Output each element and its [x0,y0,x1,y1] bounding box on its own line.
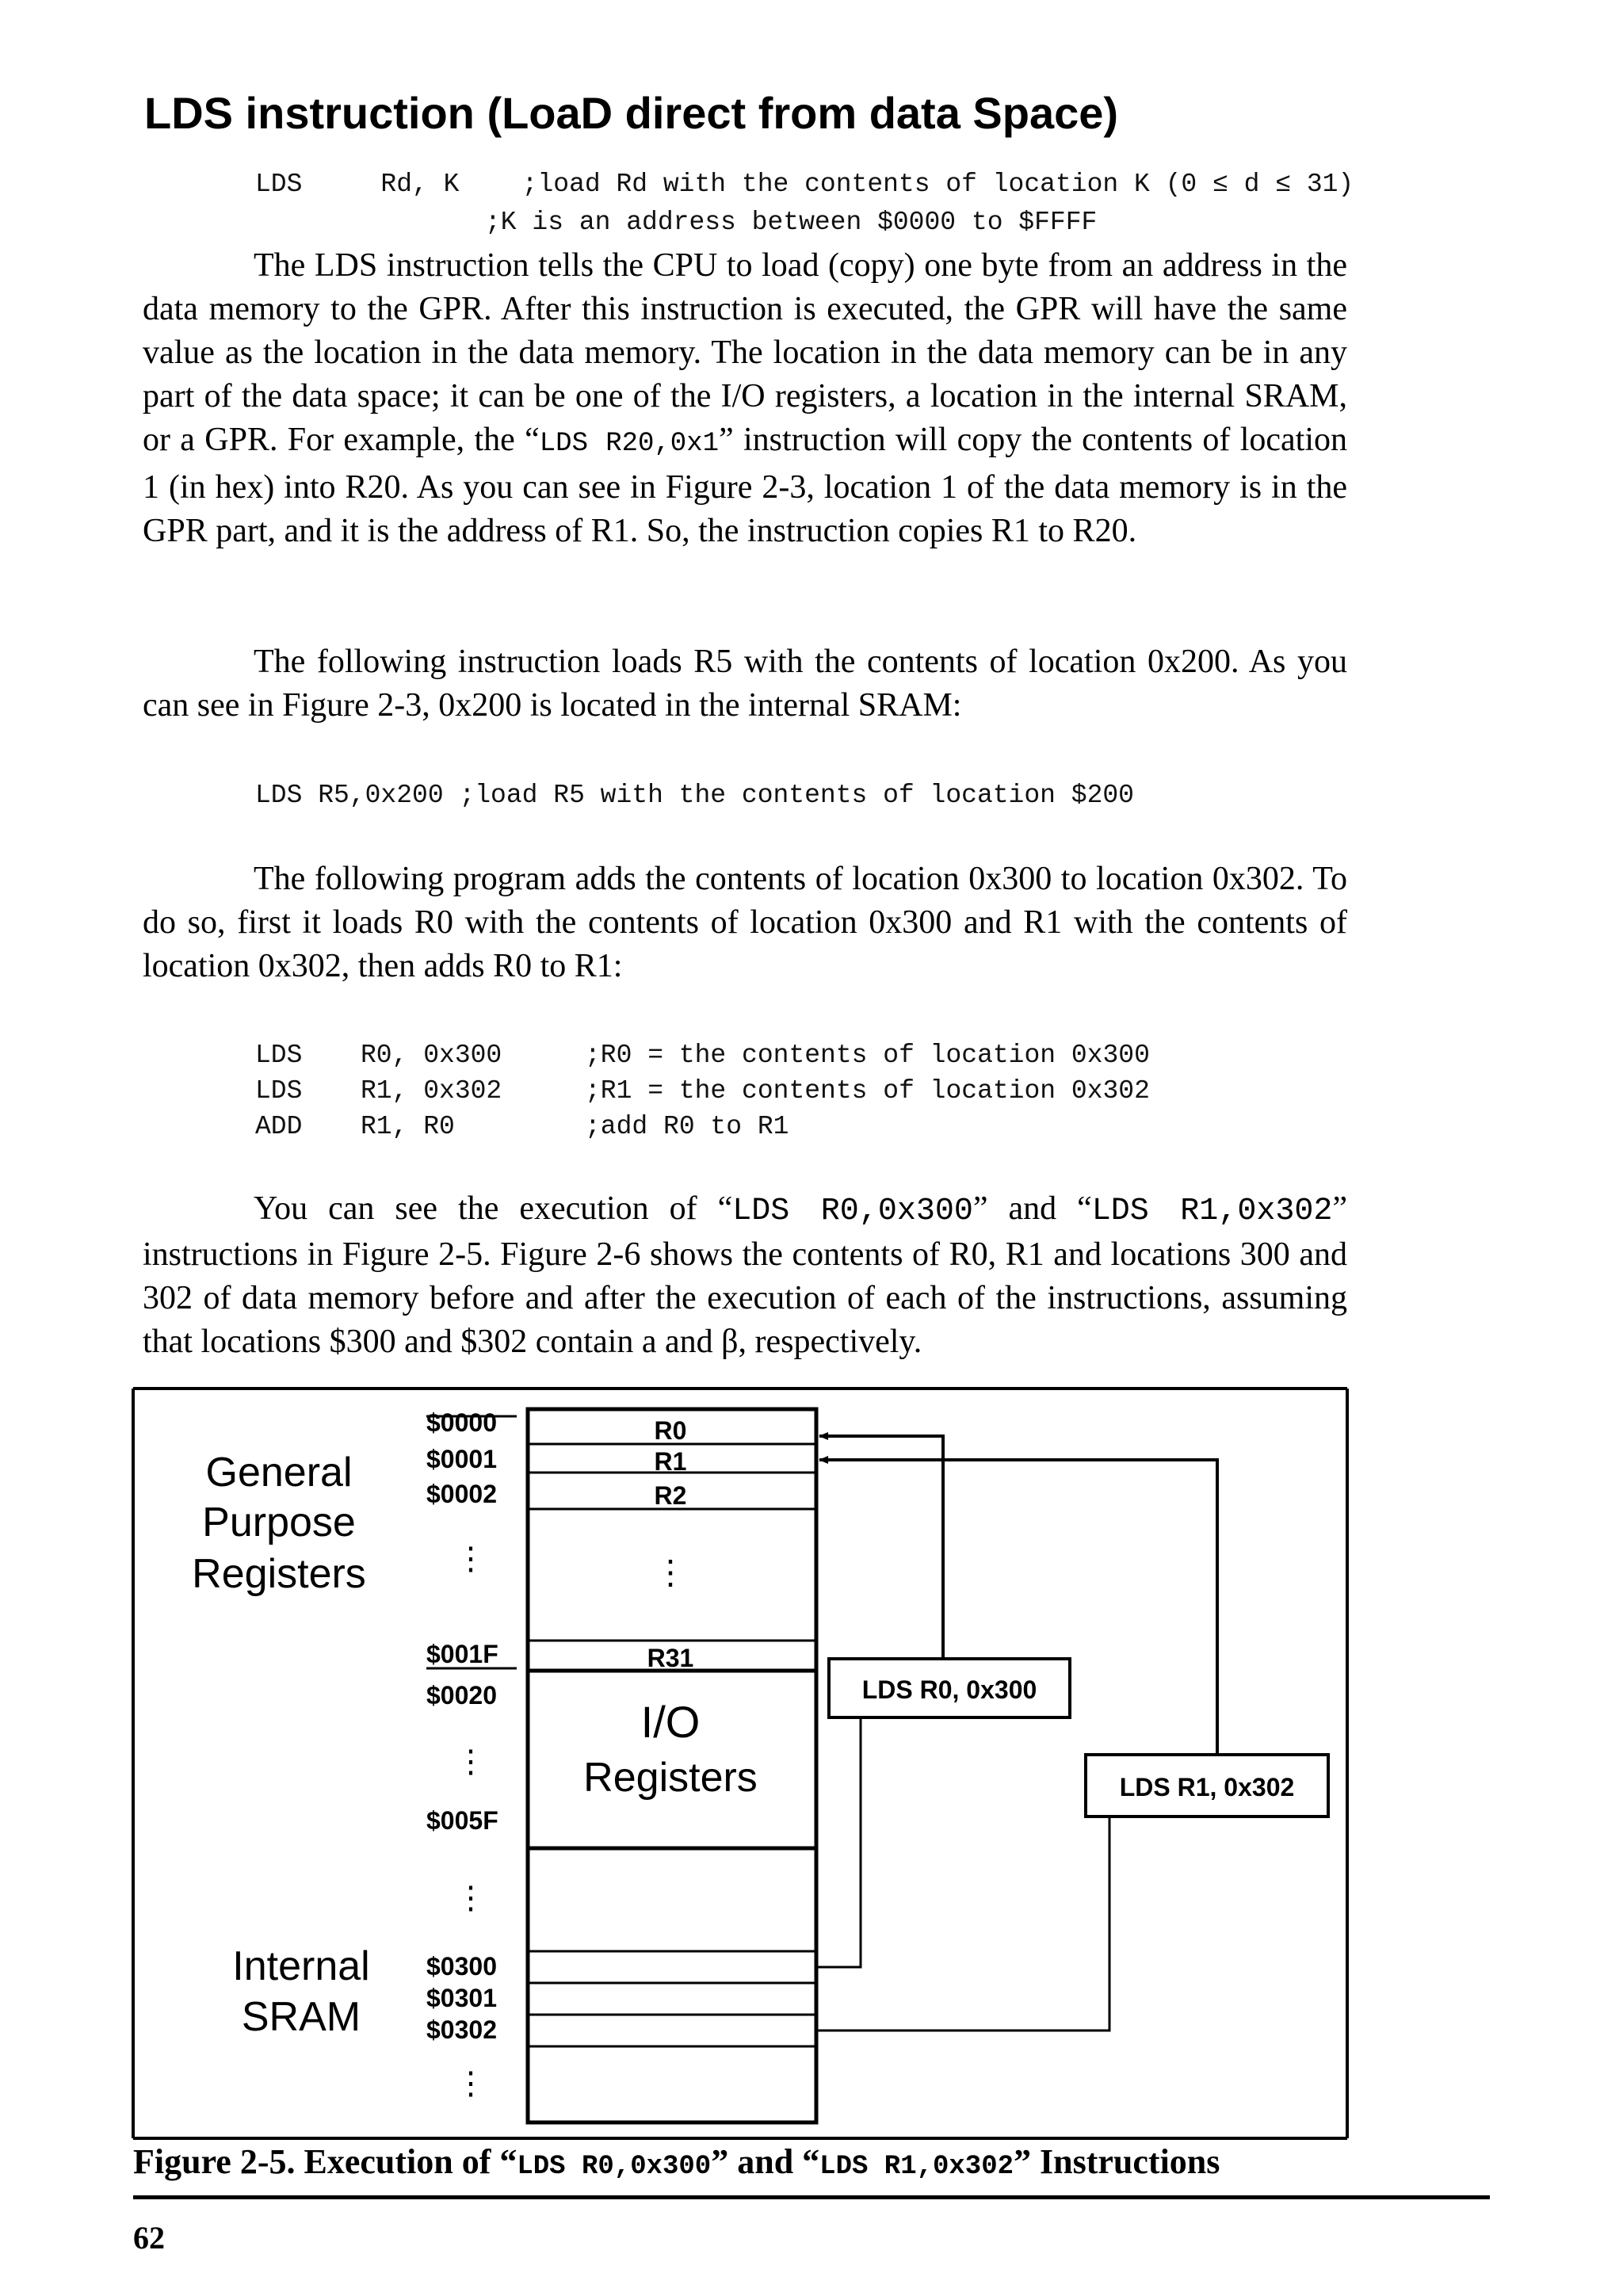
address-0001: $0001 [426,1445,497,1473]
cell-r31: R31 [647,1644,694,1672]
label-purpose: Purpose [202,1499,356,1545]
address-0002: $0002 [426,1480,497,1508]
address-0000: $0000 [426,1408,497,1437]
label-general: General [205,1450,353,1496]
syntax-line-2: ;K is an address between $0000 to $FFFF [485,208,1098,237]
paragraph-text: ” instructions in Figure 2-5. Figure 2-6 shows the contents of R0, R1 and locations 300 and 302 of data memory before and after the execution of each of the instructions, assuming that locations $300 and $302 contain a and β, respectively. [143,1190,1347,1360]
caption-text: Figure 2-5. Execution of “ [133,2142,517,2181]
program-op: LDS [255,1041,303,1070]
label-internal: Internal [232,1943,370,1989]
address-ellipsis: ⋮ [455,1744,487,1779]
caption-text: ” and “ [711,2142,820,2181]
io-label-line-1: I/O [640,1697,701,1747]
paragraph-text: ” instruction will copy the contents of location 1 (in hex) into R20. As you can see in Figure 2-3, location 1 of the data memory is in the GPR part, and it is the address of R1. So, the instruction copies R1 to R20. [143,422,1348,549]
address-005f: $005F [426,1806,498,1835]
address-ellipsis: ⋮ [455,1881,487,1916]
program-comment: ;R0 = the contents of location 0x300 [585,1041,1150,1070]
program-operands: R1, R0 [361,1112,455,1141]
arrow-to-r0 [819,1436,943,1659]
footer-rule [133,2195,1490,2199]
program-op: ADD [255,1112,303,1141]
line-from-0300 [816,1717,861,1967]
program-operands: R1, 0x302 [361,1076,502,1106]
section-heading: LDS instruction (LoaD direct from data Space) [144,88,1119,138]
address-001f: $001F [426,1640,498,1668]
paragraph-text: ” and “ [972,1190,1092,1227]
address-0300: $0300 [426,1952,497,1981]
io-label-line-2: Registers [583,1755,758,1801]
inline-code: LDS R1,0x302 [1091,1194,1333,1229]
label-registers: Registers [192,1551,366,1597]
caption-text: ” Instructions [1014,2142,1220,2181]
paragraph-add-program: The following program adds the contents of location 0x300 to location 0x302. To do so, first it loads R0 with the contents of location 0x300 and R1 with the contents of location 0x302, then adds R0 to R1: [143,861,1347,984]
paragraph-text: You can see the execution of “ [254,1190,733,1227]
gpr-ellipsis: ⋮ [654,1553,687,1591]
address-ellipsis: ⋮ [455,2066,487,2101]
program-comment: ;R1 = the contents of location 0x302 [585,1076,1150,1106]
inline-code: LDS R0,0x300 [732,1194,973,1229]
program-comment: ;add R0 to R1 [585,1112,789,1141]
caption-code: LDS R1,0x302 [819,2152,1014,2182]
instruction-lds-r0: LDS R0, 0x300 [861,1675,1037,1704]
program-op: LDS [255,1076,303,1106]
inline-code: LDS R20,0x1 [539,429,720,459]
address-ellipsis: ⋮ [455,1541,487,1576]
label-sram: SRAM [241,1994,361,2040]
figure-caption [133,2141,1220,2182]
program-operands: R0, 0x300 [361,1041,502,1070]
address-0301: $0301 [426,1984,497,2012]
code-example-r5: LDS R5,0x200 ;load R5 with the contents of location $200 [255,781,1134,810]
address-0020: $0020 [426,1681,497,1710]
cell-r2: R2 [654,1481,687,1510]
paragraph-text: The LDS instruction tells the CPU to load (copy) one byte from an address in the data memory to the GPR. After this instruction is executed, the GPR will have the same value as the location in the data memory. The location in the data memory can be in any part of the data space; it can be one of the I/O registers, a location in the internal SRAM, or a GPR. For example, the “ [143,247,1347,458]
instruction-lds-r1: LDS R1, 0x302 [1119,1773,1295,1801]
cell-r0: R0 [654,1416,687,1445]
caption-code: LDS R0,0x300 [517,2152,712,2182]
address-0302: $0302 [426,2015,497,2044]
paragraph-load-r5: The following instruction loads R5 with the contents of location 0x200. As you can see in Figure 2-3, 0x200 is located in the internal SRAM: [143,644,1347,724]
syntax-line-1: LDS Rd, K ;load Rd with the contents of location K (0 ≤ d ≤ 31) [255,170,1354,199]
page-number: 62 [133,2220,165,2256]
cell-r1: R1 [654,1447,687,1476]
